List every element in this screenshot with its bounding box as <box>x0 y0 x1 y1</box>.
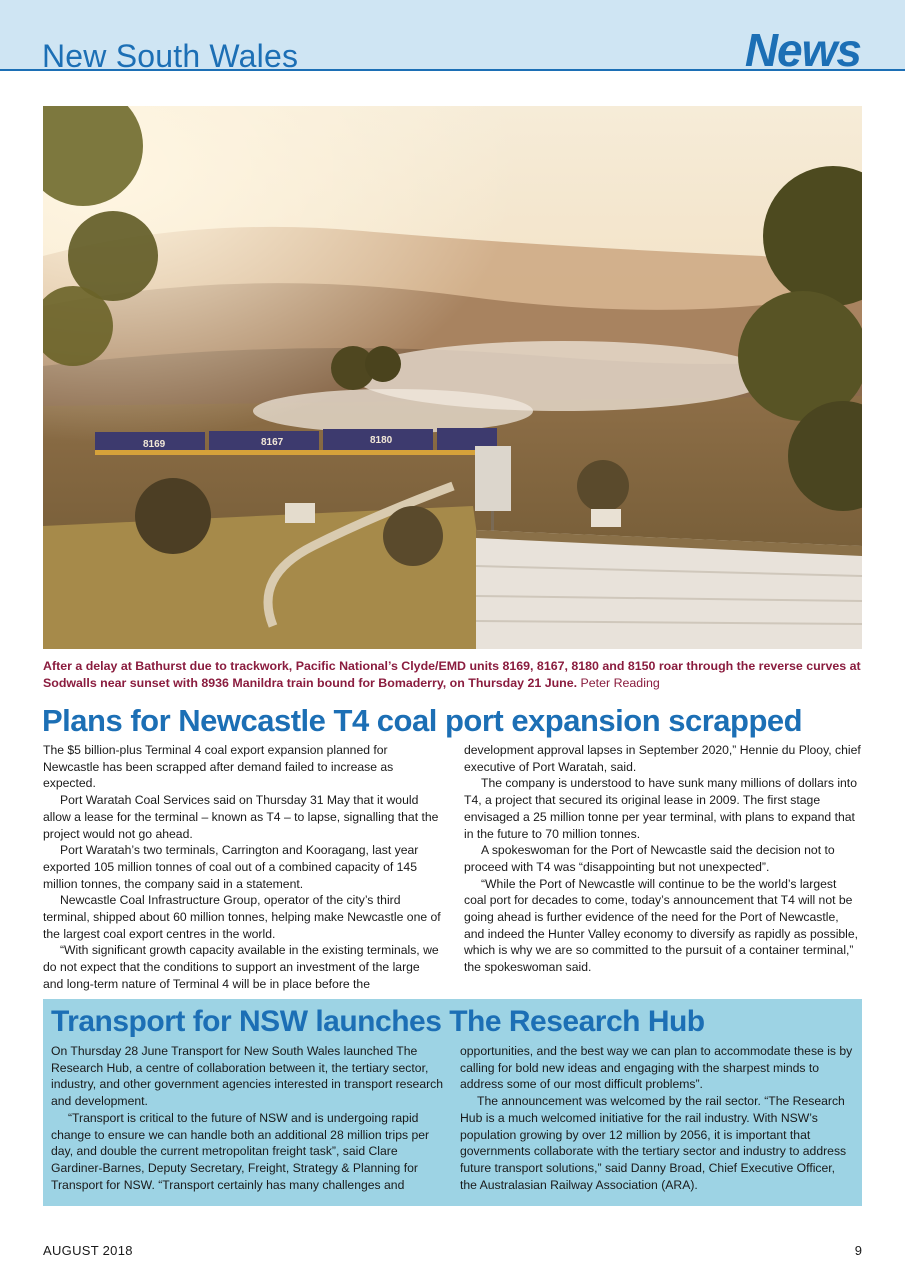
article2-headline: Transport for NSW launches The Research Hub <box>51 1005 705 1038</box>
article1-paragraph: Port Waratah’s two terminals, Carrington and Kooragang, last year exported 105 million tonnes of coal out of a combined capacity of 145 million tonnes, the company said in a statement. <box>43 843 419 891</box>
page-number: 9 <box>854 1243 862 1258</box>
article1-body <box>43 742 862 993</box>
article2-column-right <box>460 1043 854 1193</box>
article1-paragraph: A spokeswoman for the Port of Newcastle said the decision not to proceed with T4 was “disappointing but not unexpected”. <box>464 843 835 874</box>
article1-headline: Plans for Newcastle T4 coal port expansion scrapped <box>42 703 803 738</box>
research-hub-box <box>43 999 862 1206</box>
article1-paragraph: “With significant growth capacity available in the existing terminals, we do not expect that the conditions to support an investment of the large and long-term nature of Terminal 4 will be in place before the <box>43 943 439 991</box>
loco-number-3: 8180 <box>370 435 393 446</box>
photo-caption <box>43 658 862 692</box>
article1-paragraph: “While the Port of Newcastle will continue to be the world’s largest coal port for decades to come, today’s announcement that T4 will not be going ahead is further evidence of the need for the Port of Newcastle, and indeed the Hunter Valley economy to diversify as rapidly as possible, which is why we are so committed to the pursuit of a container terminal,” the spokeswoman said. <box>464 876 859 975</box>
train-photo-illustration <box>43 106 862 649</box>
article2-body <box>51 1043 854 1193</box>
news-brand: News <box>744 24 861 76</box>
article2-paragraph: opportunities, and the best way we can plan to accommodate these is by calling for bold new ideas and engaging with the sharpest minds to address some of our most difficult problems”. <box>460 1044 853 1092</box>
stone-wall <box>476 530 862 649</box>
article1-column-left <box>43 742 441 993</box>
issue-date: AUGUST 2018 <box>43 1243 133 1258</box>
article1-paragraph: The company is understood to have sunk many millions of dollars into T4, a project that secured its original lease in 2009. The first stage envisaged a 25 million tonne per year terminal, with plans to expand that in the future to 70 million tonnes. <box>464 776 857 841</box>
article1-paragraph: Newcastle Coal Infrastructure Group, operator of the city’s third terminal, shipped about 60 million tonnes, helping make Newcastle one of the largest coal export centres in the world. <box>43 893 441 941</box>
loco-number-1: 8169 <box>143 439 166 450</box>
article2-column-left <box>51 1043 445 1193</box>
article2-paragraph: “Transport is critical to the future of NSW and is undergoing rapid change to ensure we can handle both an additional 28 million trips per day, and double the current metropolitan freight task”, said Clare Gardiner-Barnes, Deputy Secretary, Freight, Strategy & Planning for Transport for NSW. “Transport certainly has many challenges and <box>51 1110 430 1192</box>
article1-paragraph: The $5 billion-plus Terminal 4 coal export expansion planned for Newcastle has been scrapped after demand failed to increase as expected. <box>43 743 394 791</box>
article1-paragraph: development approval lapses in September 2020,” Hennie du Plooy, chief executive of Port Waratah, said. <box>464 743 861 774</box>
train-photo <box>43 106 862 649</box>
caption-text: After a delay at Bathurst due to trackwork, Pacific National’s Clyde/EMD units 8169, 8167, 8180 and 8150 roar through the reverse curves at Sodwalls near sunset with 8936 Manildra train bound for Bomaderry, on Thursday 21 June. <box>43 659 861 690</box>
loco-number-2: 8167 <box>261 437 284 448</box>
page-header <box>0 0 905 76</box>
photo-credit: Peter Reading <box>580 676 660 690</box>
section-title: New South Wales <box>42 38 299 74</box>
article2-paragraph: On Thursday 28 June Transport for New South Wales launched The Research Hub, a centre of collaboration between it, the tertiary sector, industry, and other government agencies interested in transport research and development. <box>51 1044 444 1109</box>
article2-paragraph: The announcement was welcomed by the rail sector. “The Research Hub is a much welcomed initiative for the rail industry. With NSW’s population growing by over 12 million by 2056, it is important that governments collaborate with the tertiary sector and industry to address future transport solutions,” said Danny Broad, Chief Executive Officer, the Australasian Railway Association (ARA). <box>460 1094 847 1192</box>
article1-column-right <box>464 742 862 993</box>
article1-paragraph: Port Waratah Coal Services said on Thursday 31 May that it would allow a lease for the terminal – known as T4 – to lapse, signalling that the project would not go ahead. <box>43 793 439 841</box>
